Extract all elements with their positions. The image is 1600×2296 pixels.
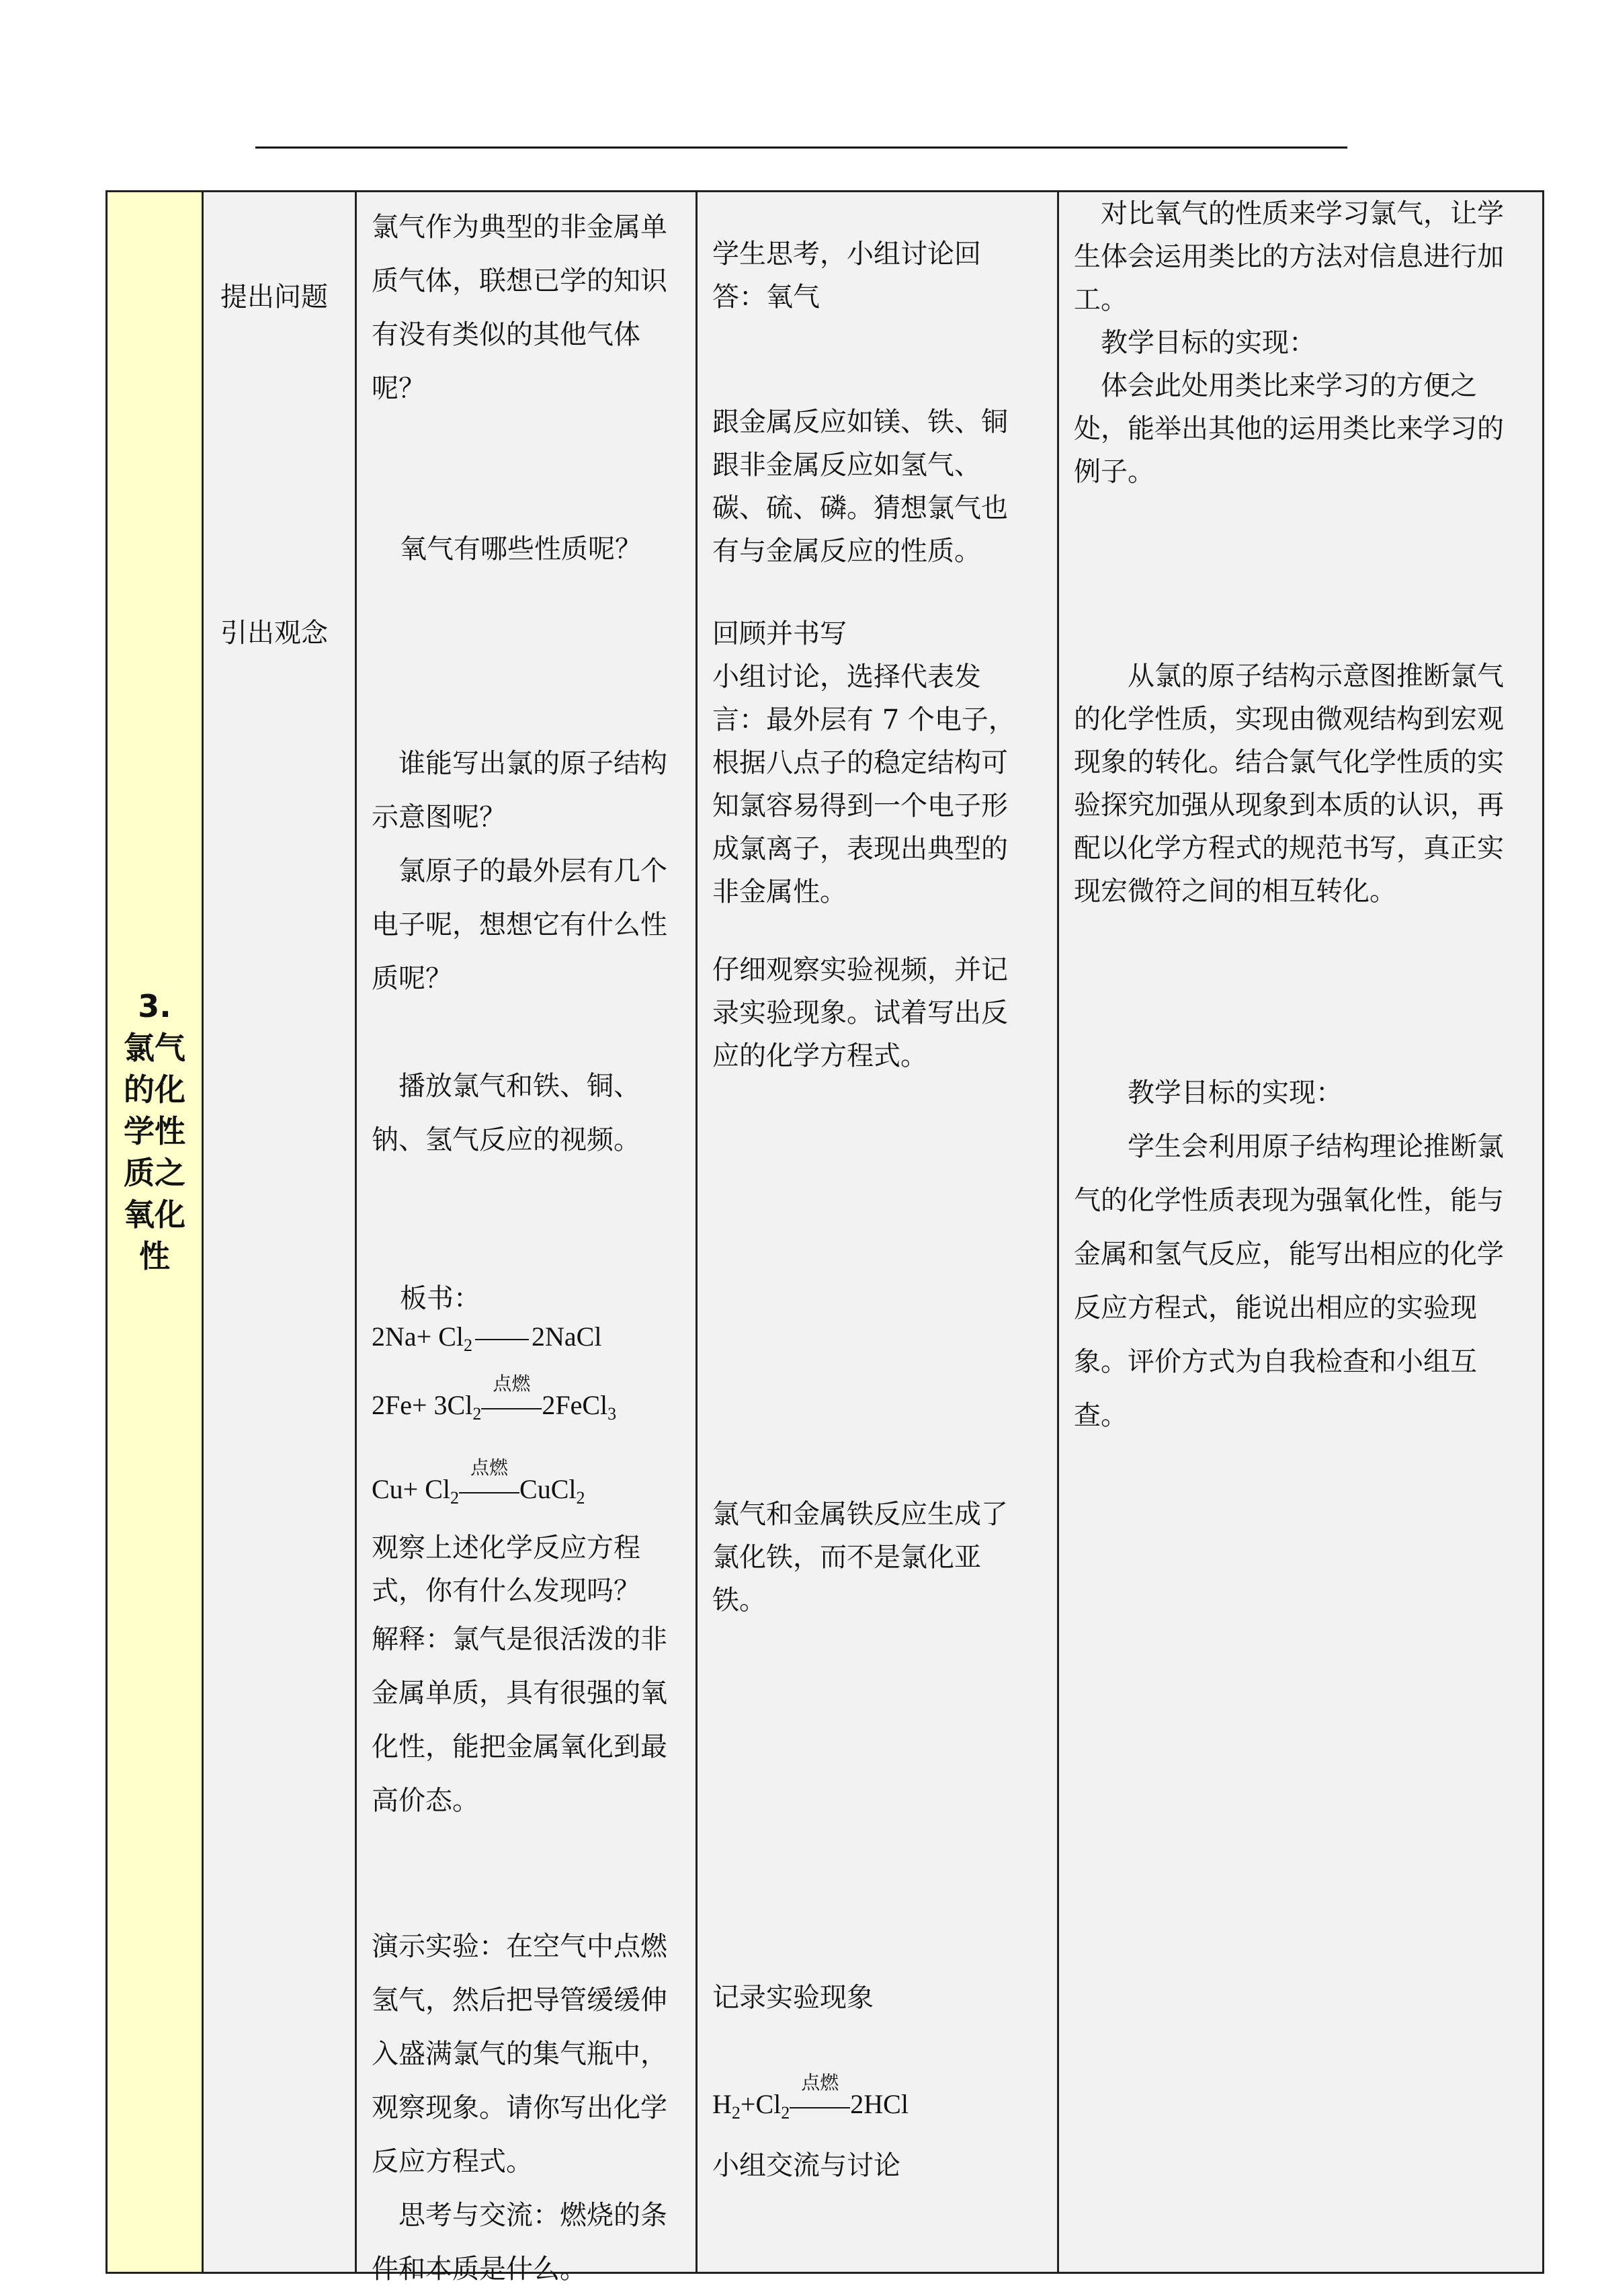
teacher-question-1: 氯气作为典型的非金属单 质气体，联想已学的知识 有没有类似的其他气体 呢？ (372, 212, 667, 404)
student-answer-4: 仔细观察实验视频，并记 录实验现象。试着写出反 应的化学方程式。 (712, 954, 1008, 1071)
equation-cu: $Cu+ Cl_2$ 点燃 CuCl$_2$ (372, 1457, 585, 1508)
student-answer-2: 跟金属反应如镁、铁、铜 跟非金属反应如氢气、 碳、硫、磷。猜想氯气也 有与金属反应的性质。 (712, 407, 1008, 567)
student-record: 记录实验现象 (712, 1982, 874, 2013)
teacher-video-note: 播放氯气和铁、铜、 钠、氢气反应的视频。 (372, 1071, 640, 1155)
equation-h2: $H_2+Cl_2$ 点燃 2HCl (712, 2072, 909, 2123)
header-rule (255, 147, 1347, 149)
divider (355, 192, 357, 2272)
student-answer-3: 回顾并书写 小组讨论，选择代表发 言：最外层有 7 个电子， 根据八点子的稳定结构可 知氯容易得到一个电子形 成氯离子，表现出典型的 非金属性。 (712, 618, 1015, 907)
stage-ask-question: 提出问题 (220, 282, 328, 313)
student-answer-5: 氯气和金属铁反应生成了 氯化铁，而不是氯化亚 铁。 (712, 1499, 1008, 1616)
student-answer-1: 学生思考，小组讨论回 答：氧气 (712, 239, 981, 313)
intent-3: 教学目标的实现： 学生会利用原子结构理论推断氯 气的化学性质表现为强氧化性，能与 金属和氢气反应，能写出相应的化学 反应方程式，能说出相应的实验现 象。评价方式为自我检查和小组互 查。 (1074, 1077, 1504, 1431)
intent-2: 从氯的原子结构示意图推断氯气 的化学性质，实现由微观结构到宏观 现象的转化。结合氯气化学性质的实 验探究加强从现象到本质的认识，再 配以化学方程式的规范书写，真正实 现宏微符之间的相互转化。 (1074, 661, 1504, 907)
equation-na: $2Na+ Cl_2$ 2NaCl (372, 1321, 602, 1355)
divider (202, 192, 204, 2272)
student-discussion: 小组交流与讨论 (712, 2150, 900, 2181)
section-title: 3. 氯气 的化 学性 质之 氧化 性 (124, 988, 185, 1274)
lesson-table (106, 190, 1544, 2285)
divider (1057, 192, 1059, 2272)
teacher-demo: 演示实验：在空气中点燃 氢气，然后把导管缓缓伸 入盛满氯气的集气瓶中， 观察现象。请你写出化学 反应方程式。 思考与交流：燃烧的条 件和本质是什么。 (372, 1931, 667, 2285)
teacher-observation: 观察上述化学反应方程 式，你有什么发现吗？ 解释：氯气是很活泼的非 金属单质，具有很强的氧 化性，能把金属氧化到最 高价态。 (372, 1532, 667, 1816)
stage-introduce-concept: 引出观念 (220, 618, 328, 649)
divider (696, 192, 698, 2272)
teacher-question-3: 谁能写出氯的原子结构 示意图呢？ 氯原子的最外层有几个 电子呢，想想它有什么性 质呢？ (372, 748, 667, 994)
teacher-question-2: 氧气有哪些性质呢？ (400, 534, 642, 565)
section-column (108, 192, 202, 2272)
equation-fe: $2Fe+ 3Cl_2$ 点燃 2FeCl$_3$ (372, 1373, 617, 1424)
intent-1: 对比氧气的性质来学习氯气，让学 生体会运用类比的方法对信息进行加 工。 教学目标的实现： 体会此处用类比来学习的方便之 处，能举出其他的运用类比来学习的 例子。 (1074, 198, 1504, 487)
board-label: 板书： (400, 1283, 480, 1314)
